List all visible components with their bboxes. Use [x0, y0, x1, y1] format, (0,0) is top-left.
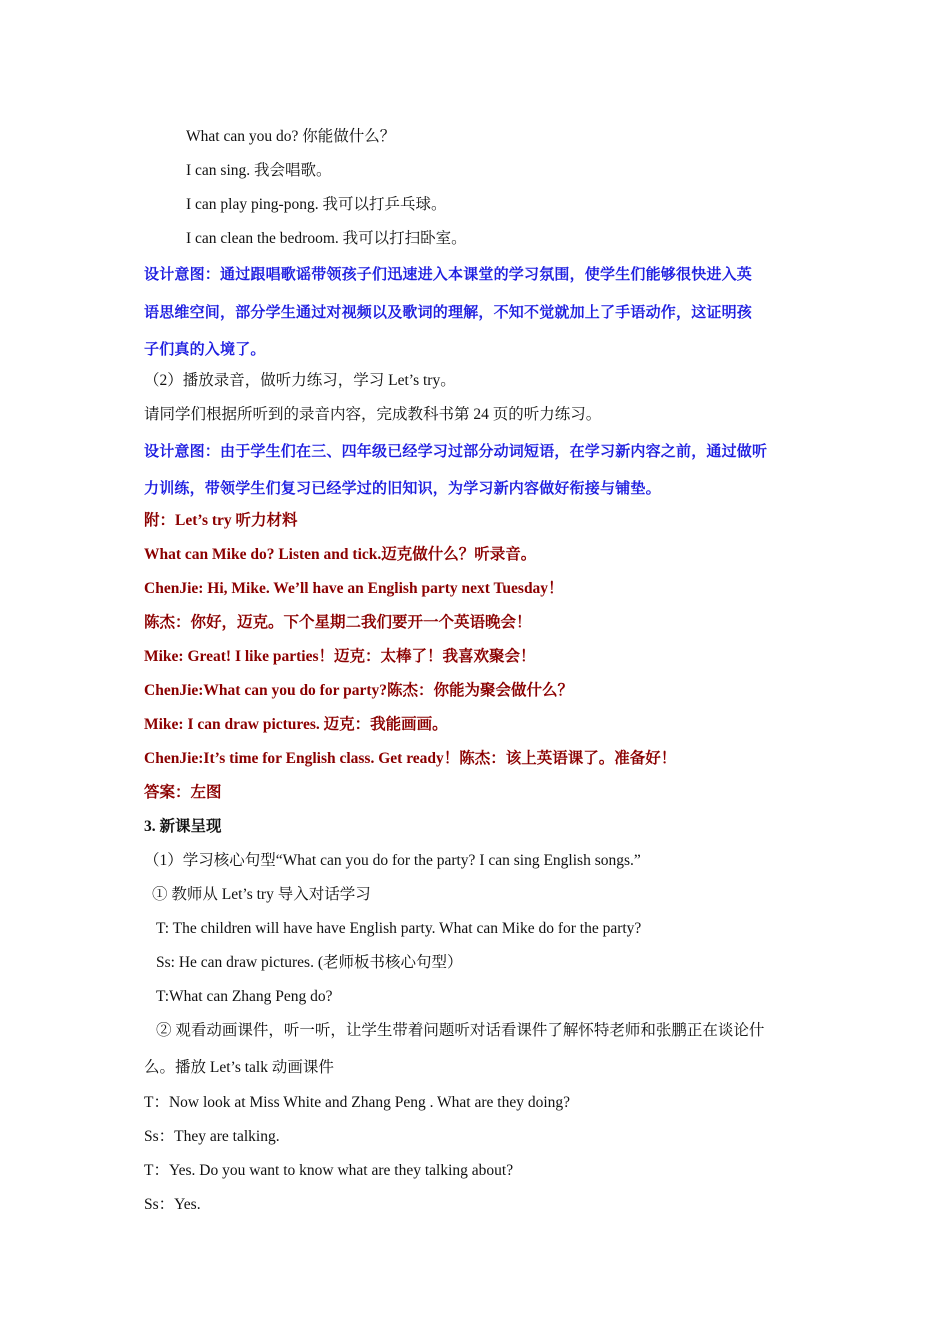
dialogue-students-3: Ss：Yes.: [144, 1196, 201, 1213]
example-sentence-2: I can sing. 我会唱歌。: [186, 162, 332, 179]
listening-script-4: Mike: Great! I like parties！迈克：太棒了！我喜欢聚会！: [144, 648, 536, 665]
section-3-core-sentence: （1）学习核心句型“What can you do for the party? I can sing English songs.”: [144, 852, 641, 869]
section-3-heading: 3. 新课呈现: [144, 818, 222, 835]
section-3-step-1: ① 教师从 Let’s try 导入对话学习: [152, 886, 371, 903]
listening-script-2: ChenJie: Hi, Mike. We’ll have an English party next Tuesday！: [144, 580, 564, 597]
dialogue-teacher-2: T:What can Zhang Peng do?: [156, 988, 333, 1005]
answer-line: 答案：左图: [144, 784, 222, 801]
listening-script-3: 陈杰：你好，迈克。下个星期二我们要开一个英语晚会！: [144, 614, 532, 631]
listening-script-5: ChenJie:What can you do for party?陈杰：你能为聚会做什么？: [144, 682, 573, 699]
dialogue-students-2: Ss：They are talking.: [144, 1128, 280, 1145]
design-intent-1-line-2: 语思维空间，部分学生通过对视频以及歌词的理解，不知不觉就加上了手语动作，这证明孩: [144, 303, 753, 321]
listening-script-6: Mike: I can draw pictures. 迈克：我能画画。: [144, 716, 448, 733]
design-intent-1-line-1: 设计意图：通过跟唱歌谣带领孩子们迅速进入本课堂的学习氛围，使学生们能够很快进入英: [144, 265, 753, 283]
example-sentence-4: I can clean the bedroom. 我可以打扫卧室。: [186, 230, 467, 247]
dialogue-teacher-4: T：Yes. Do you want to know what are they talking about?: [144, 1162, 514, 1179]
step-2-heading: （2）播放录音，做听力练习，学习 Let’s try。: [144, 372, 456, 389]
design-intent-2-line-2: 力训练，带领学生们复习已经学过的旧知识，为学习新内容做好衔接与铺垫。: [144, 479, 661, 497]
dialogue-teacher-1: T: The children will have have English party. What can Mike do for the party?: [156, 920, 642, 937]
section-3-step-2-line-2: 么。播放 Let’s talk 动画课件: [144, 1059, 334, 1076]
dialogue-students-1: Ss: He can draw pictures. (老师板书核心句型）: [156, 954, 463, 971]
step-2-description: 请同学们根据所听到的录音内容，完成教科书第 24 页的听力练习。: [144, 406, 602, 423]
listening-script-1: What can Mike do? Listen and tick.迈克做什么？听录音。: [144, 546, 537, 563]
appendix-heading: 附：Let’s try 听力材料: [144, 512, 298, 529]
section-3-step-2-line-1: ② 观看动画课件，听一听，让学生带着问题听对话看课件了解怀特老师和张鹏正在谈论什: [156, 1022, 765, 1039]
listening-script-7: ChenJie:It’s time for English class. Get ready！陈杰：该上英语课了。准备好！: [144, 750, 677, 767]
design-intent-1-line-3: 子们真的入境了。: [144, 340, 266, 358]
design-intent-2-line-1: 设计意图：由于学生们在三、四年级已经学习过部分动词短语，在学习新内容之前，通过做听: [144, 442, 768, 460]
example-sentence-3: I can play ping-pong. 我可以打乒乓球。: [186, 196, 447, 213]
dialogue-teacher-3: T：Now look at Miss White and Zhang Peng . What are they doing?: [144, 1094, 571, 1111]
example-sentence-1: What can you do? 你能做什么？: [186, 128, 396, 145]
